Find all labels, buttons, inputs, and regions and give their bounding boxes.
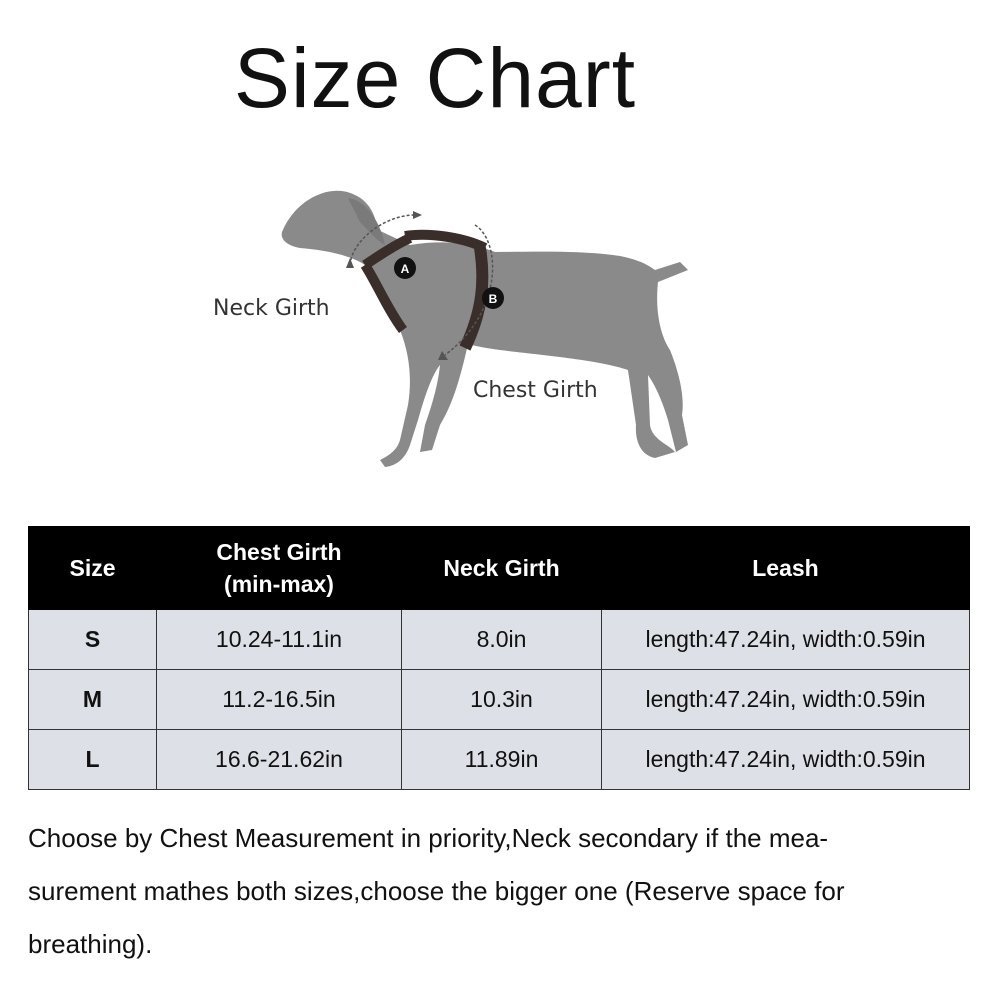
- cell-neck: 11.89in: [402, 730, 602, 790]
- dog-silhouette: [282, 191, 688, 467]
- header-neck-girth: Neck Girth: [402, 527, 602, 610]
- header-size: Size: [29, 527, 157, 610]
- cell-size: M: [29, 670, 157, 730]
- cell-neck: 10.3in: [402, 670, 602, 730]
- size-table: [28, 526, 970, 790]
- header-chest-girth: Chest Girth (min-max): [157, 527, 402, 610]
- cell-neck: 8.0in: [402, 610, 602, 670]
- cell-chest: 10.24-11.1in: [157, 610, 402, 670]
- marker-a-label: A: [400, 262, 410, 276]
- chest-girth-label: Chest Girth: [473, 378, 598, 403]
- sizing-note: [28, 812, 973, 971]
- note-line: surement mathes both sizes,choose the bigger one (Reserve space for: [28, 876, 845, 906]
- cell-size: S: [29, 610, 157, 670]
- cell-leash: length:47.24in, width:0.59in: [602, 730, 970, 790]
- table-row: [29, 670, 970, 730]
- cell-chest: 16.6-21.62in: [157, 730, 402, 790]
- table-header-row: [29, 527, 970, 610]
- dog-harness-diagram: [200, 170, 720, 480]
- header-leash: Leash: [602, 527, 970, 610]
- note-line: breathing).: [28, 929, 153, 959]
- cell-size: L: [29, 730, 157, 790]
- cell-leash: length:47.24in, width:0.59in: [602, 610, 970, 670]
- cell-leash: length:47.24in, width:0.59in: [602, 670, 970, 730]
- page-title: Size Chart: [233, 31, 637, 125]
- note-line: Choose by Chest Measurement in priority,Neck secondary if the mea-: [28, 823, 829, 853]
- table-row: [29, 610, 970, 670]
- cell-chest: 11.2-16.5in: [157, 670, 402, 730]
- marker-b-label: B: [488, 292, 498, 306]
- table-row: [29, 730, 970, 790]
- neck-girth-label: Neck Girth: [213, 296, 330, 321]
